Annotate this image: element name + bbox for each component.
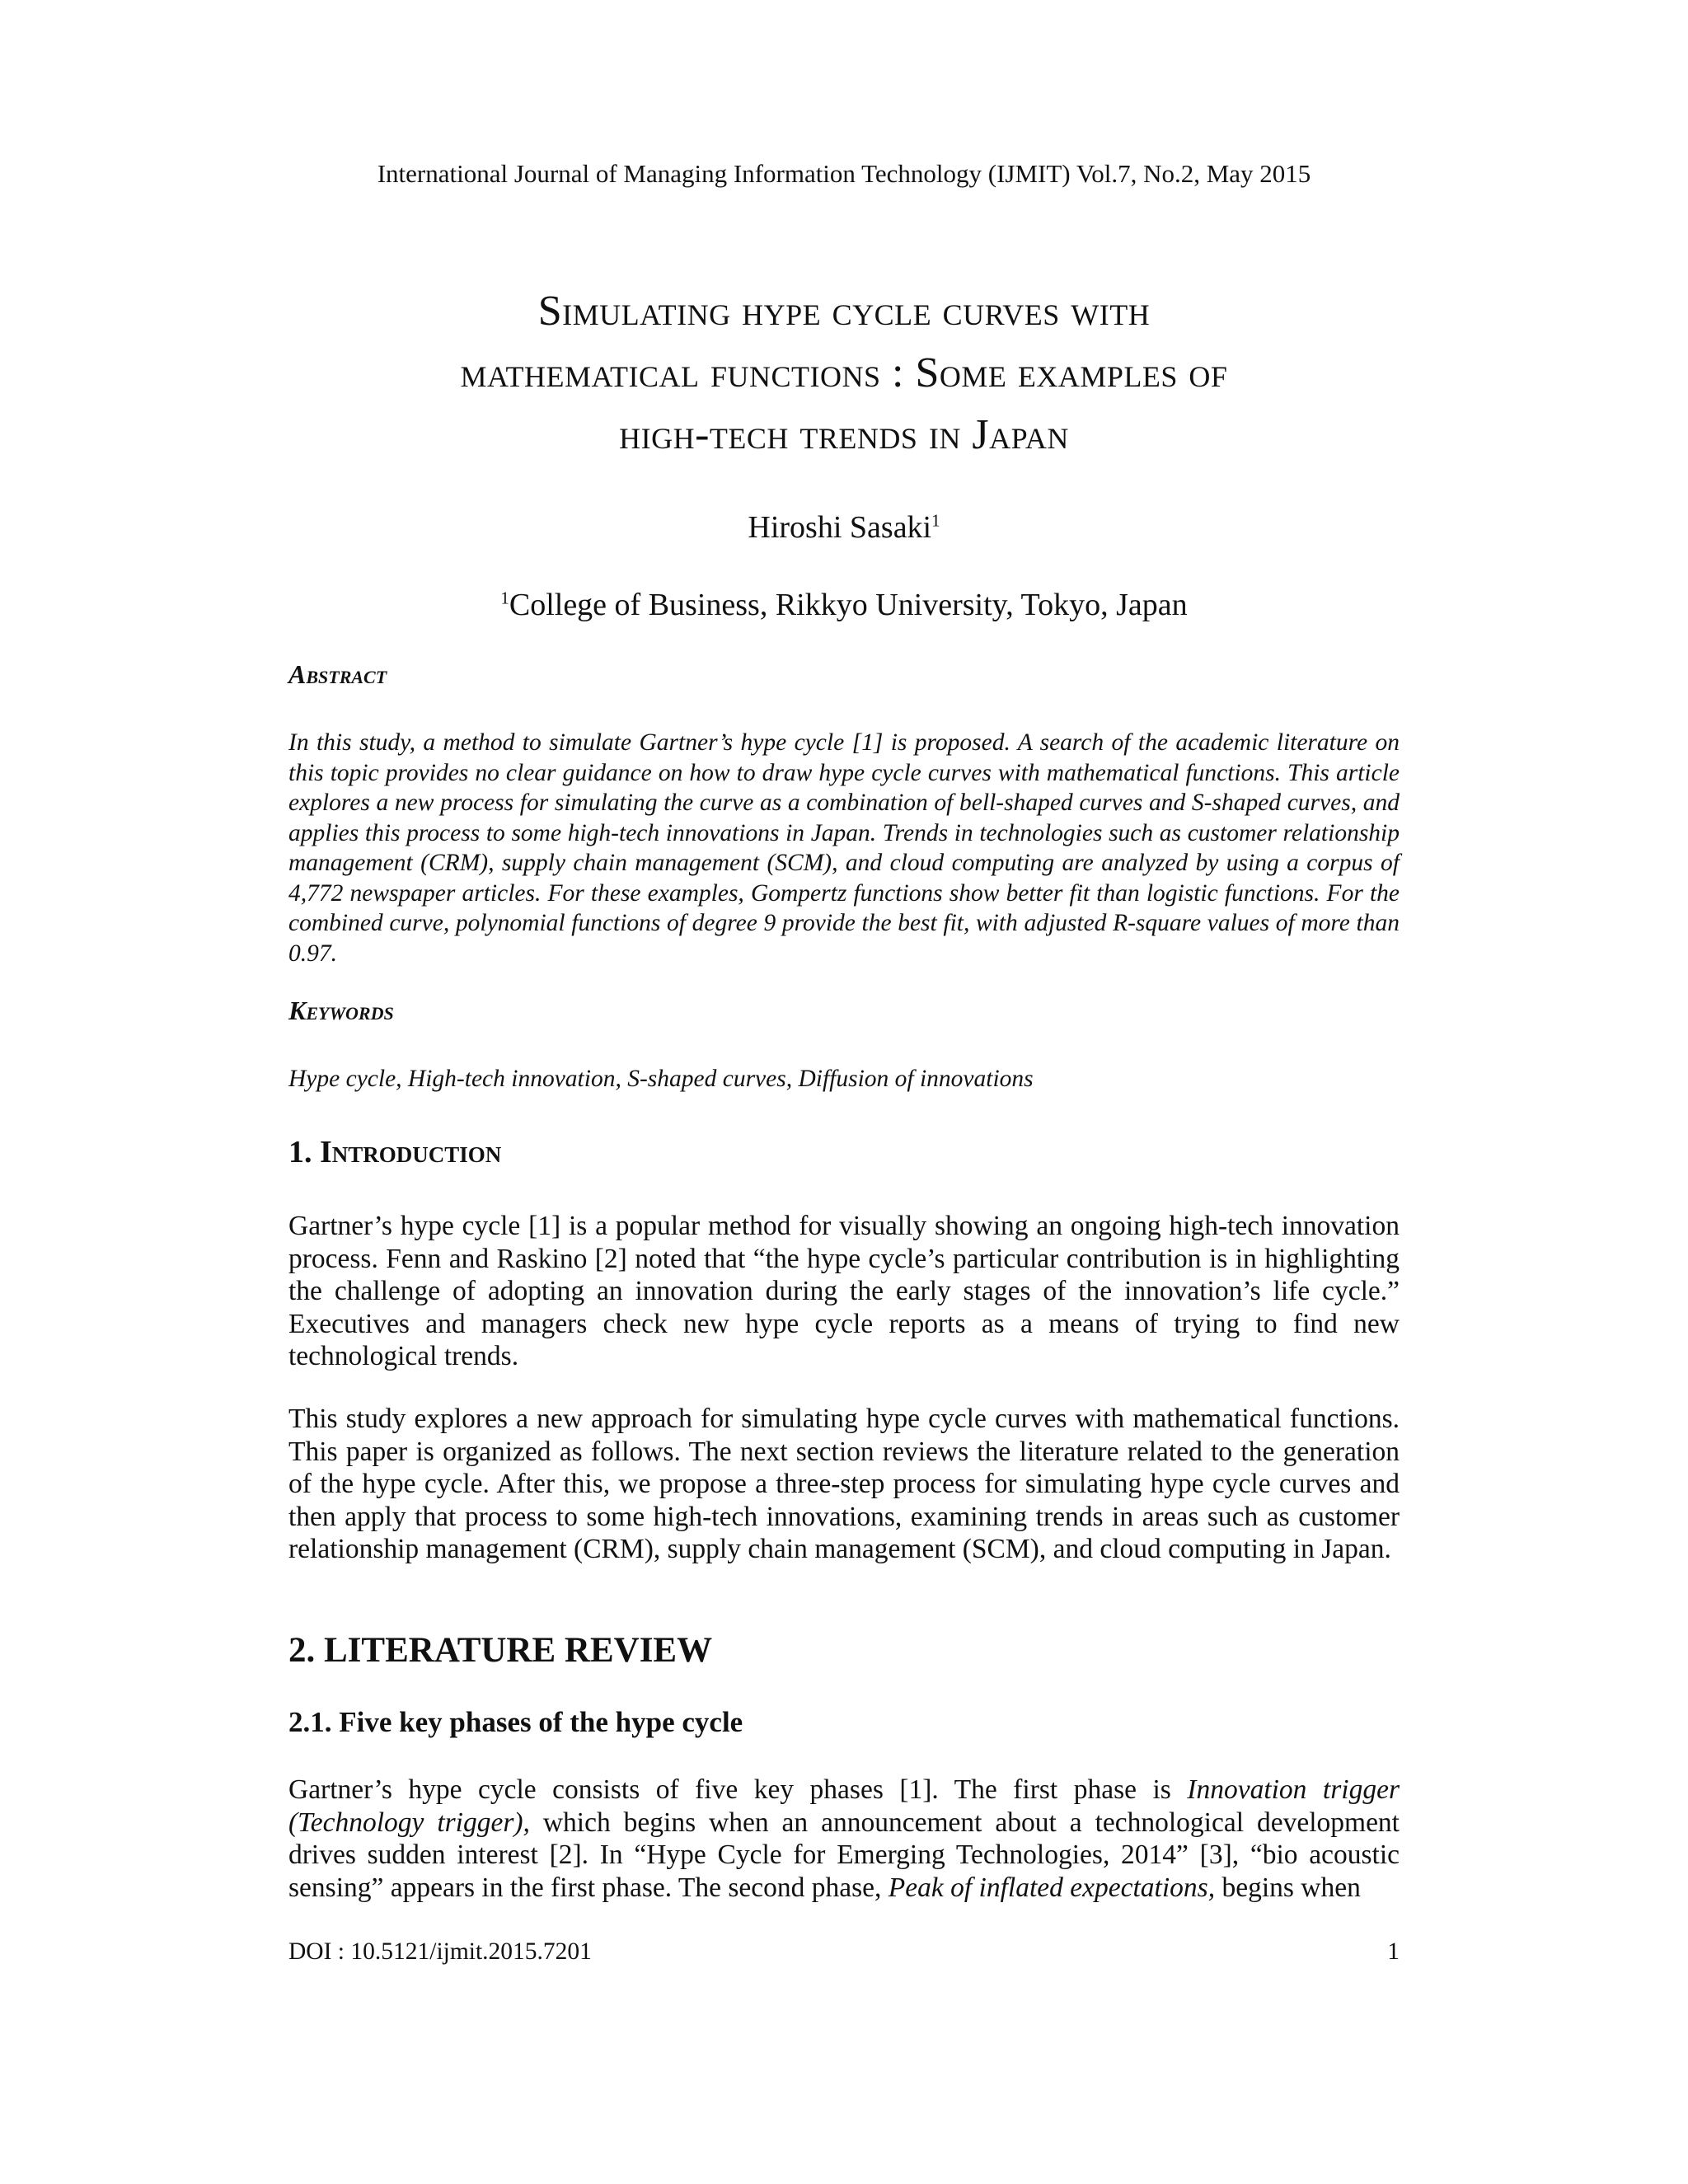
abstract-text: In this study, a method to simulate Gartner’s hype cycle [1] is proposed. A search of the academic literature on this topic provides no clear guidance on how to draw hype cycle curves with mathematical functions. This article explores a new process for simulating the curve as a combination of bell-shaped curves and S-shaped curves, and applies this process to some high-tech innovations in Japan. Trends in technologies such as customer relationship management (CRM), supply chain management (SCM), and cloud computing are analyzed by using a corpus of 4,772 newspaper articles. For these examples, Gompertz functions show better fit than logistic functions. For the combined curve, polynomial functions of degree 9 provide the best fit, with adjusted R-square values of more than 0.97.: [288, 729, 1400, 967]
literature-paragraph-1: [288, 1774, 1400, 1904]
subsection-heading: 2.1. Five key phases of the hype cycle: [288, 1706, 743, 1738]
title-line-2: mathematical functions : Some examples of: [460, 349, 1228, 396]
footer-doi: DOI : 10.5121/ijmit.2015.7201: [288, 1938, 592, 1965]
keywords-heading: Keywords: [288, 996, 394, 1025]
introduction-number: 1.: [288, 1135, 320, 1169]
affiliation-text: College of Business, Rikkyo University, Tokyo, Japan: [509, 588, 1188, 622]
title-line-1: Simulating hype cycle curves with: [537, 288, 1151, 335]
literature-text-b: which begins when an announcement about a technological development drives sudden interest [2]. In “Hype Cycle for Emerging Technologies, 2014” [3], “bio acoustic sensing” appears in the first phase. The second phase,: [288, 1807, 1400, 1903]
literature-review-heading: 2. LITERATURE REVIEW: [288, 1631, 713, 1670]
literature-text-c: begins when: [1215, 1872, 1361, 1903]
introduction-paragraph-2: This study explores a new approach for simulating hype cycle curves with mathematical functions. This paper is organized as follows. The next section reviews the literature related to the generation of the hype cycle. After this, we propose a three-step process for simulating hype cycle curves and then apply that process to some high-tech innovations, examining trends in areas such as customer relationship management (CRM), supply chain management (SCM), and cloud computing in Japan.: [288, 1404, 1400, 1565]
introduction-heading: [288, 1134, 1400, 1170]
author-affiliation-mark: 1: [931, 510, 940, 531]
paper-title: [206, 280, 1482, 466]
introduction-title: Introduction: [320, 1135, 502, 1169]
literature-text-a: Gartner’s hype cycle consists of five key phases [1]. The first phase is: [288, 1774, 1188, 1805]
journal-running-header: International Journal of Managing Information Technology (IJMIT) Vol.7, No.2, May 2015: [377, 159, 1311, 188]
author-line: [0, 509, 1688, 546]
footer-page-number: 1: [1387, 1938, 1400, 1965]
affiliation-line: [0, 587, 1688, 623]
introduction-paragraph-1: Gartner’s hype cycle [1] is a popular method for visually showing an ongoing high-tech innovation process. Fenn and Raskino [2] noted that “the hype cycle’s particular contribution is in highlighting the challenge of adopting an innovation during the early stages of the innovation’s life cycle.” Executives and managers check new hype cycle reports as a means of trying to find new technological trends.: [288, 1211, 1400, 1372]
keywords-text: Hype cycle, High-tech innovation, S-shaped curves, Diffusion of innovations: [288, 1066, 1034, 1092]
author-name: Hiroshi Sasaki: [748, 510, 932, 545]
literature-phase-1-term: Innovation trigger (Technology trigger),: [288, 1774, 1400, 1838]
affiliation-mark: 1: [500, 588, 509, 608]
title-line-3: high-tech trends in Japan: [619, 411, 1069, 458]
abstract-heading: Abstract: [288, 659, 387, 689]
literature-phase-2-term: Peak of inflated expectations,: [888, 1872, 1216, 1903]
